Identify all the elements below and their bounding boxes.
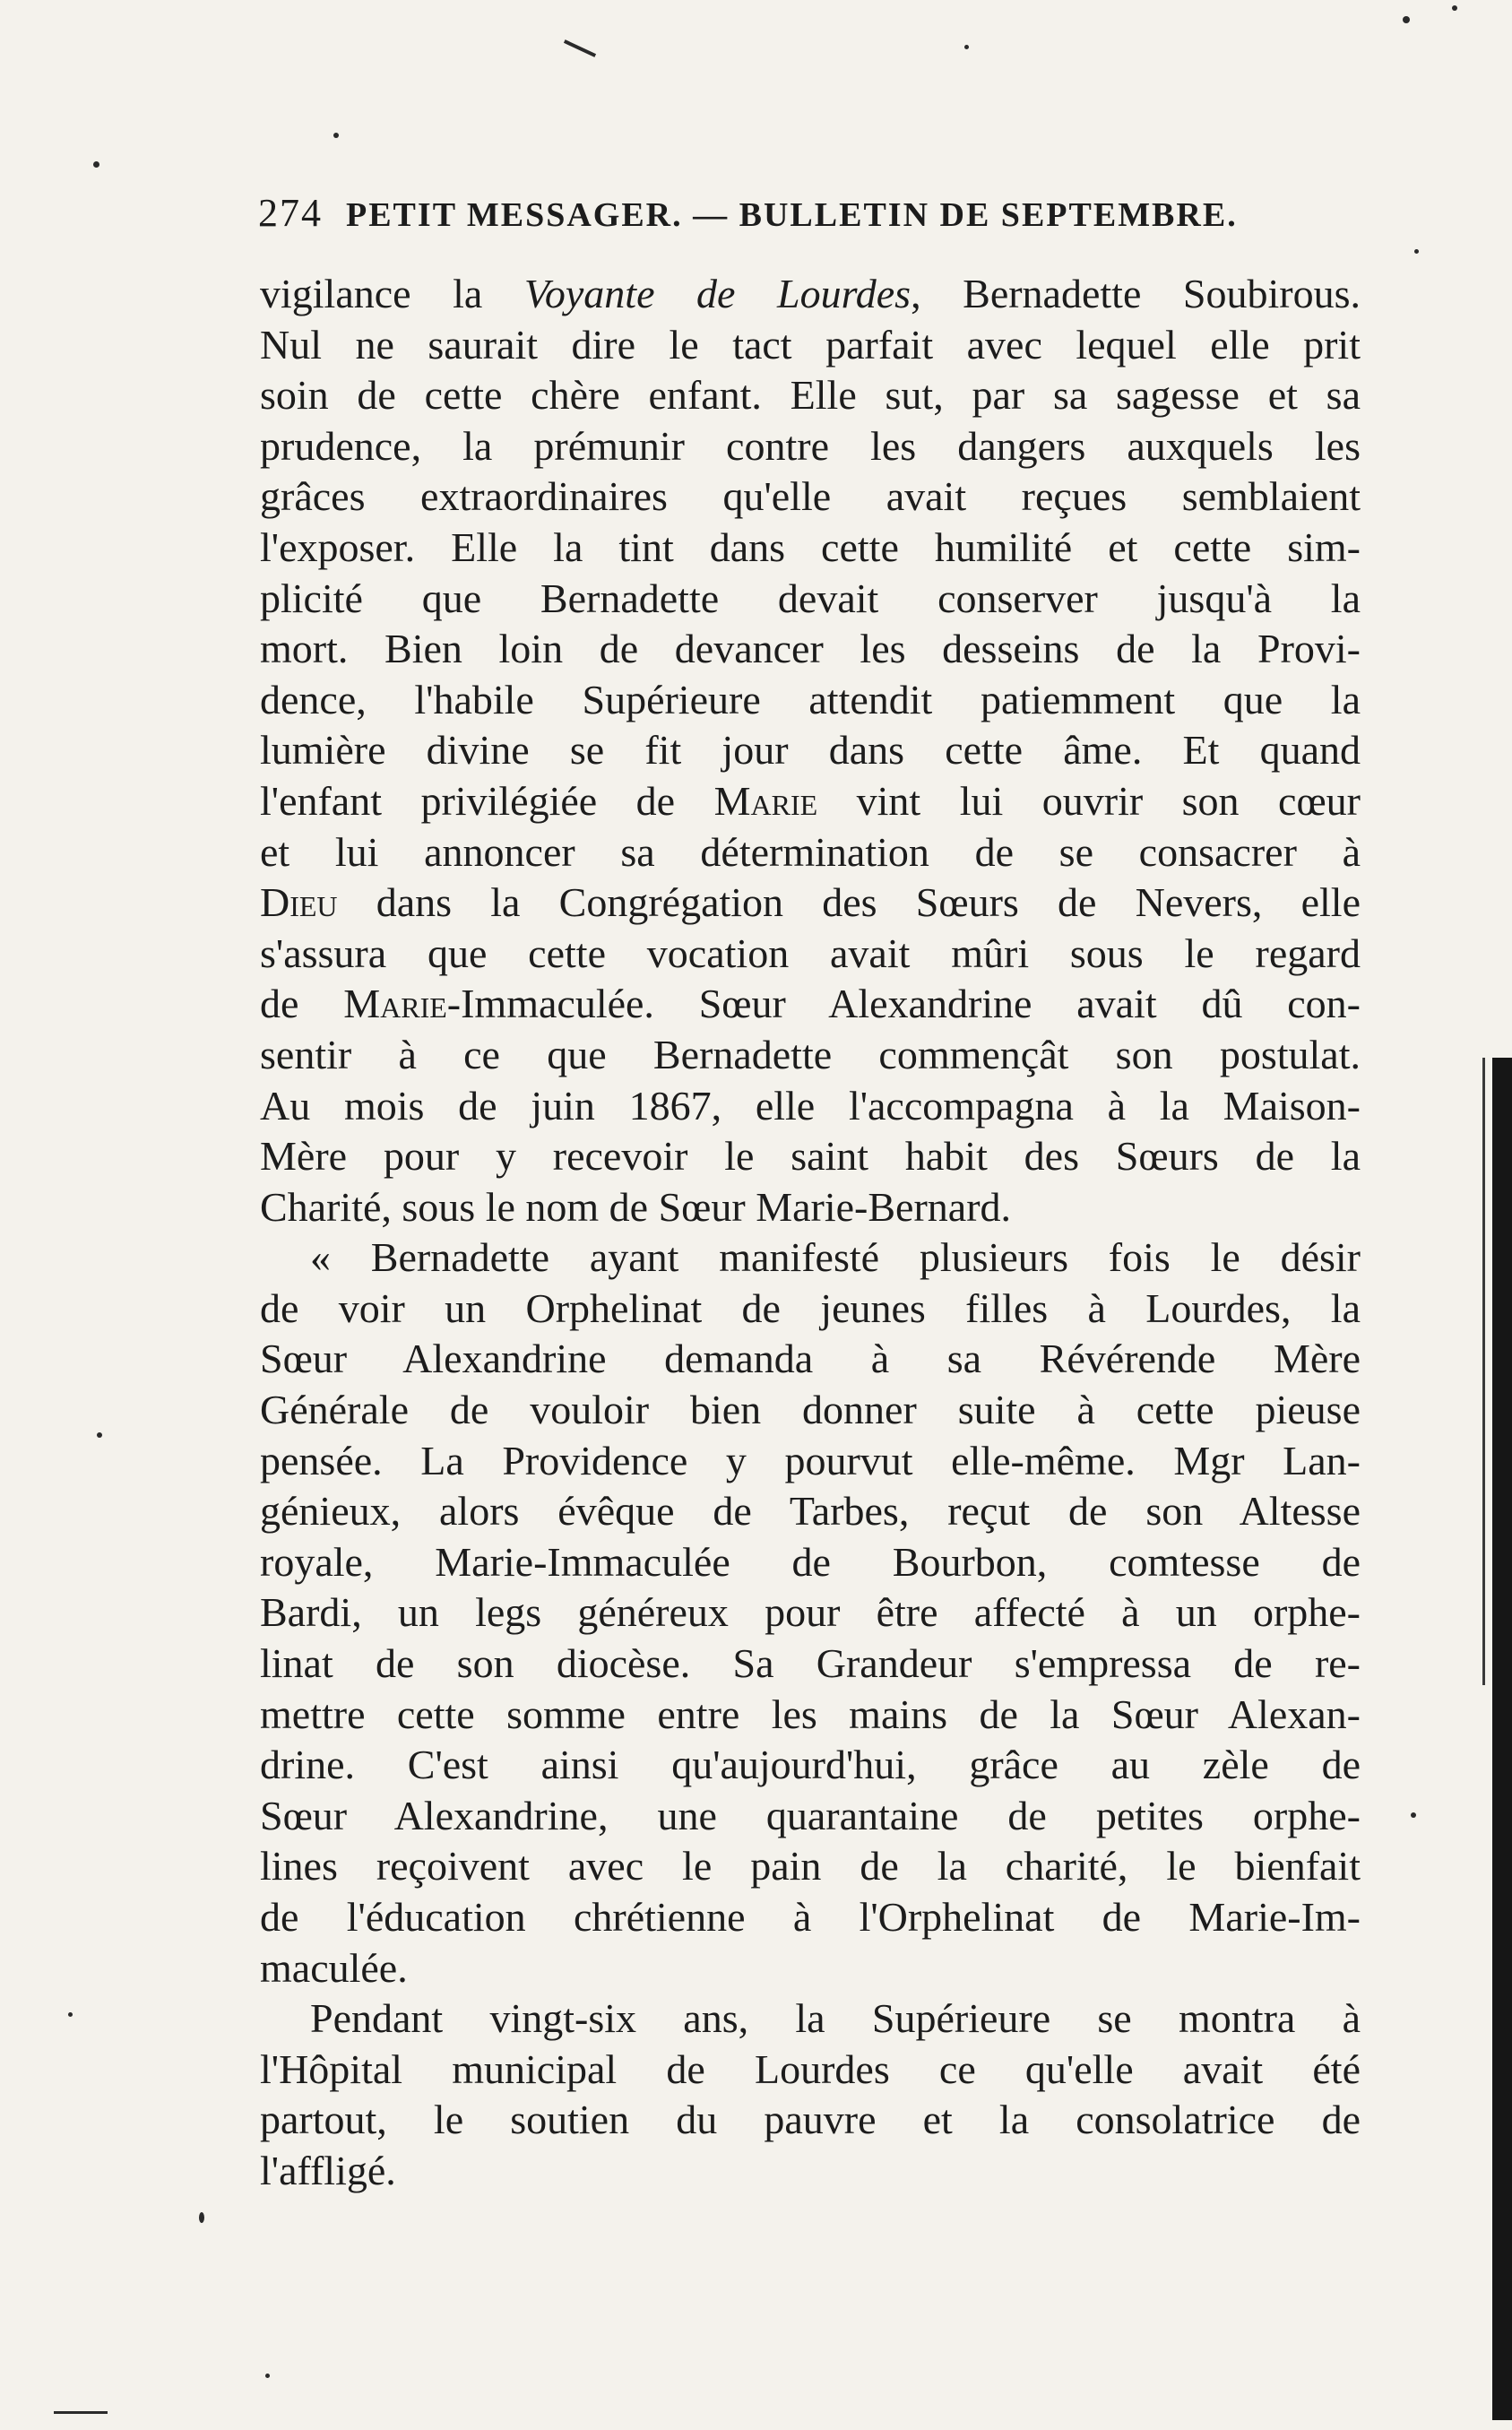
text-line: Pendant vingt-six ans, la Supérieure se montra à [310,1995,1361,2042]
text-line: l'Hôpital municipal de Lourdes ce qu'elle avait été [260,2045,1361,2092]
scan-speck [68,2012,73,2017]
scan-edge-line [1482,1058,1485,1685]
running-title: PETIT MESSAGER. — BULLETIN DE SEPTEMBRE. [346,196,1238,234]
body-text [260,269,1361,2197]
text-line: l'exposer. Elle la tint dans cette humilité et cette sim- [260,523,1361,570]
text-line: Bardi, un legs généreux pour être affecté à un orphe- [260,1589,1361,1636]
text-line: Nul ne saurait dire le tact parfait avec lequel elle prit [260,321,1361,368]
small-caps-name: Marie [713,777,818,824]
text-line [260,269,1361,320]
text-line: Mère pour y recevoir le saint habit des Sœurs de la [260,1133,1361,1180]
scan-speck [1411,1812,1416,1818]
text-line [260,979,1361,1030]
paragraph-2 [260,1232,1361,1993]
italic-title: Voyante de Lourdes [523,271,912,316]
text-line: royale, Marie-Immaculée de Bourbon, comtesse de [260,1538,1361,1585]
page-number: 274 [258,191,323,235]
paragraph-3 [260,1993,1361,2196]
text-line: linat de son diocèse. Sa Grandeur s'empressa de re- [260,1640,1361,1687]
text-line: et lui annoncer sa détermination de se consacrer à [260,828,1361,875]
small-caps-name: Dieu [260,879,338,926]
scan-speck [265,2374,270,2378]
text-line [260,878,1361,929]
text-line: Au mois de juin 1867, elle l'accompagna à la Maison- [260,1082,1361,1129]
small-caps-name: Marie [343,981,447,1027]
text-line: pensée. La Providence y pourvut elle-même. Mgr Lan- [260,1437,1361,1483]
scan-speck [1414,249,1419,254]
text-line: partout, le soutien du pauvre et la consolatrice de [260,2097,1361,2143]
scan-speck [1452,5,1457,11]
text-line: plicité que Bernadette devait conserver jusqu'à la [260,575,1361,621]
text-run: -Immaculée. Sœur Alexandrine avait dû con- [446,981,1361,1027]
text-run: de [260,981,344,1027]
text-line: prudence, la prémunir contre les dangers auxquels les [260,422,1361,469]
scan-speck [333,133,339,138]
text-line: Générale de vouloir bien donner suite à cette pieuse [260,1387,1361,1433]
text-run: l'enfant privilégiée de [260,777,714,824]
scan-speck [97,1432,102,1438]
scan-speck [964,45,969,49]
scan-edge-shadow [1492,1058,1512,2420]
text-line: Sœur Alexandrine demanda à sa Révérende Mère [260,1336,1361,1382]
text-line: « Bernadette ayant manifesté plusieurs fois le désir [310,1234,1361,1281]
text-run: dans la Congrégation des Sœurs de Nevers, elle [337,879,1361,926]
scan-speck [199,2212,204,2223]
paragraph-1 [260,269,1361,1232]
text-line: l'affligé. [260,2147,396,2193]
text-line: lines reçoivent avec le pain de la charité, le bienfait [260,1843,1361,1890]
running-head [258,190,1289,236]
text-line: de l'éducation chrétienne à l'Orphelinat de Marie-Im- [260,1894,1361,1940]
text-line: Sœur Alexandrine, une quarantaine de petites orphe- [260,1792,1361,1838]
text-line: drine. C'est ainsi qu'aujourd'hui, grâce au zèle de [260,1742,1361,1788]
text-line: maculée. [260,1944,408,1991]
text-line: soin de cette chère enfant. Elle sut, par sa sagesse et sa [260,372,1361,419]
text-run: , Bernadette Soubirous. [911,271,1361,316]
scan-speck [1403,16,1410,23]
text-line: mettre cette somme entre les mains de la Sœur Alexan- [260,1691,1361,1737]
scan-speck [93,161,99,168]
text-line: lumière divine se fit jour dans cette âme. Et quand [260,727,1361,774]
scan-mark [564,39,596,57]
text-line: dence, l'habile Supérieure attendit patiemment que la [260,676,1361,722]
text-line: génieux, alors évêque de Tarbes, reçut de son Altesse [260,1488,1361,1535]
text-line: Charité, sous le nom de Sœur Marie-Bernard. [260,1183,1012,1230]
text-line: sentir à ce que Bernadette commençât son postulat. [260,1031,1361,1077]
text-line: mort. Bien loin de devancer les desseins de la Provi- [260,626,1361,672]
text-line: grâces extraordinaires qu'elle avait reçues semblaient [260,473,1361,520]
text-line: de voir un Orphelinat de jeunes filles à Lourdes, la [260,1284,1361,1331]
text-run: vigilance la [260,271,524,316]
text-line: s'assura que cette vocation avait mûri sous le regard [260,930,1361,976]
text-run: vint lui ouvrir son cœur [817,777,1361,824]
text-line [260,776,1361,827]
scan-mark [54,2411,108,2414]
